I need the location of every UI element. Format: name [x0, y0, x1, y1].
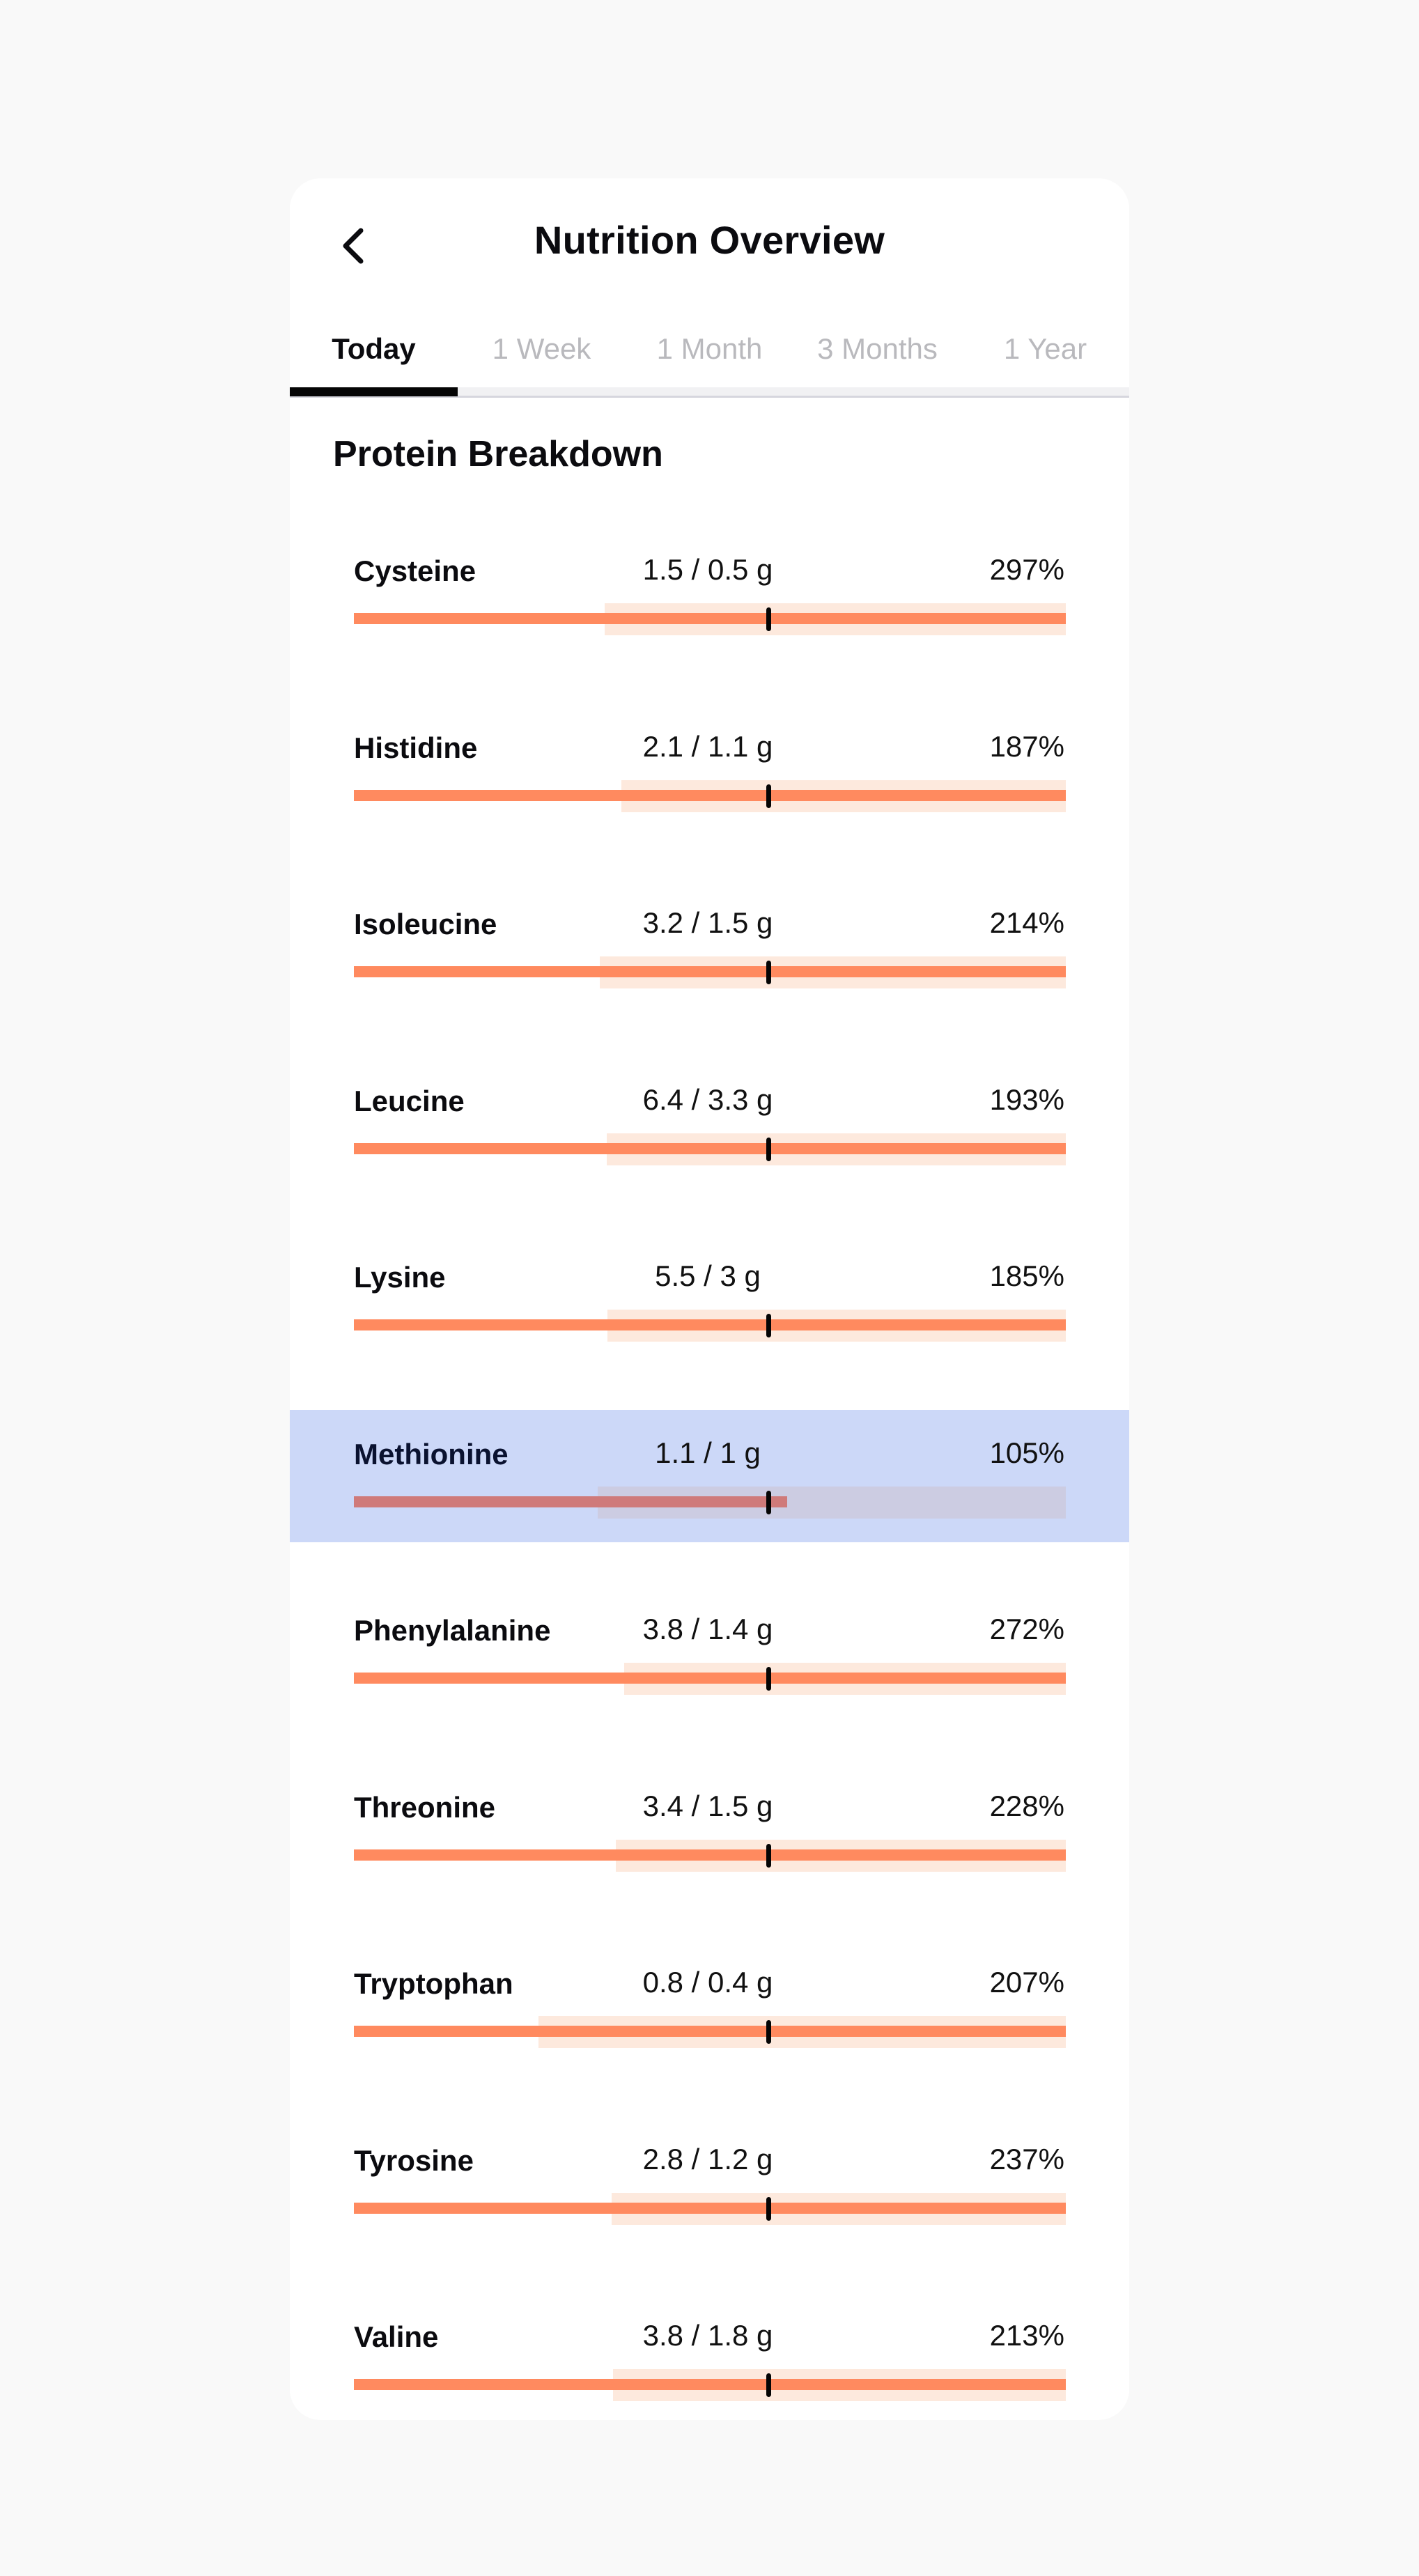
- nutrient-percent: 207%: [989, 1966, 1064, 1999]
- progress-bar: [354, 603, 1066, 635]
- progress-bar: [354, 1487, 1066, 1519]
- tab-1-year[interactable]: 1 Year: [1003, 332, 1087, 365]
- progress-fill: [354, 613, 1066, 624]
- nutrient-row[interactable]: [290, 880, 1129, 1012]
- progress-bar: [354, 1840, 1066, 1872]
- nutrient-percent: 187%: [989, 729, 1064, 763]
- nutrient-amount: 2.1 / 1.1 g: [642, 729, 773, 763]
- nutrient-row[interactable]: [290, 527, 1129, 659]
- progress-bar: [354, 1310, 1066, 1342]
- nutrient-amount: 0.8 / 0.4 g: [642, 1966, 773, 1999]
- nutrient-name: Histidine: [354, 731, 478, 764]
- nutrient-name: Leucine: [354, 1084, 465, 1117]
- nutrient-percent: 228%: [989, 1789, 1064, 1822]
- nutrient-percent: 297%: [989, 553, 1064, 586]
- nutrient-row[interactable]: [290, 1586, 1129, 1718]
- target-marker: [766, 2373, 771, 2397]
- target-marker: [766, 1491, 771, 1514]
- nutrient-name: Threonine: [354, 1790, 496, 1824]
- progress-fill: [354, 2203, 1066, 2214]
- target-marker: [766, 961, 771, 984]
- nutrient-row[interactable]: [290, 704, 1129, 836]
- nutrient-percent: 213%: [989, 2319, 1064, 2352]
- page-title: Nutrition Overview: [534, 218, 885, 262]
- nutrient-row[interactable]: [290, 2116, 1129, 2249]
- period-tabs: [290, 318, 1129, 394]
- nutrient-amount: 3.8 / 1.4 g: [642, 1613, 773, 1645]
- nutrient-row[interactable]: [290, 1233, 1129, 1365]
- nutrition-card: [290, 178, 1129, 2420]
- nutrient-amount: 5.5 / 3 g: [655, 1259, 761, 1292]
- nutrient-name: Methionine: [354, 1437, 509, 1471]
- nutrient-percent: 105%: [989, 1436, 1064, 1469]
- target-marker: [766, 2197, 771, 2221]
- target-marker: [766, 784, 771, 808]
- nutrient-amount: 3.8 / 1.8 g: [642, 2319, 773, 2352]
- target-marker: [766, 1844, 771, 1868]
- progress-bar: [354, 2369, 1066, 2401]
- nutrient-name: Tyrosine: [354, 2143, 474, 2177]
- progress-fill: [354, 2026, 1066, 2037]
- target-marker: [766, 1314, 771, 1337]
- nutrient-percent: 193%: [989, 1083, 1064, 1116]
- nutrient-amount: 1.1 / 1 g: [655, 1436, 761, 1469]
- nutrient-percent: 214%: [989, 906, 1064, 939]
- target-marker: [766, 607, 771, 631]
- nutrient-row[interactable]: [290, 1939, 1129, 2072]
- nutrient-amount: 1.5 / 0.5 g: [642, 553, 773, 586]
- progress-bar: [354, 1663, 1066, 1695]
- nutrient-row[interactable]: [290, 1410, 1129, 1542]
- nutrient-name: Isoleucine: [354, 908, 497, 940]
- nutrient-name: Lysine: [354, 1261, 446, 1294]
- nutrient-name: Valine: [354, 2320, 439, 2353]
- nutrient-row[interactable]: [290, 1763, 1129, 1895]
- section-title: Protein Breakdown: [333, 434, 663, 474]
- tab-1-week[interactable]: 1 Week: [492, 332, 591, 365]
- tab-today[interactable]: Today: [332, 332, 416, 365]
- nutrient-percent: 185%: [989, 1259, 1064, 1292]
- header: [290, 178, 1129, 304]
- nutrient-amount: 3.4 / 1.5 g: [642, 1789, 773, 1822]
- progress-bar: [354, 2016, 1066, 2048]
- active-tab-indicator: [290, 387, 458, 396]
- progress-fill: [354, 1143, 1066, 1154]
- progress-fill: [354, 1496, 787, 1507]
- progress-bar: [354, 780, 1066, 812]
- nutrient-name: Phenylalanine: [354, 1614, 551, 1647]
- target-marker: [766, 1667, 771, 1691]
- target-marker: [766, 1138, 771, 1161]
- tab-1-month[interactable]: 1 Month: [656, 332, 763, 365]
- progress-bar: [354, 1133, 1066, 1165]
- nutrient-percent: 237%: [989, 2142, 1064, 2175]
- tab-3-months[interactable]: 3 Months: [817, 332, 938, 365]
- nutrient-name: Cysteine: [354, 554, 476, 587]
- progress-fill: [354, 966, 1066, 977]
- nutrient-amount: 2.8 / 1.2 g: [642, 2142, 773, 2175]
- progress-fill: [354, 2379, 1066, 2390]
- nutrient-amount: 6.4 / 3.3 g: [642, 1083, 773, 1116]
- nutrient-name: Tryptophan: [354, 1967, 513, 2000]
- nutrient-amount: 3.2 / 1.5 g: [642, 906, 773, 939]
- progress-bar: [354, 956, 1066, 988]
- nutrient-row[interactable]: [290, 1057, 1129, 1189]
- target-marker: [766, 2020, 771, 2044]
- nutrient-row[interactable]: [290, 2292, 1129, 2420]
- progress-fill: [354, 790, 1066, 801]
- progress-fill: [354, 1319, 1066, 1330]
- progress-bar: [354, 2193, 1066, 2225]
- progress-fill: [354, 1673, 1066, 1684]
- progress-fill: [354, 1849, 1066, 1861]
- nutrient-percent: 272%: [989, 1613, 1064, 1645]
